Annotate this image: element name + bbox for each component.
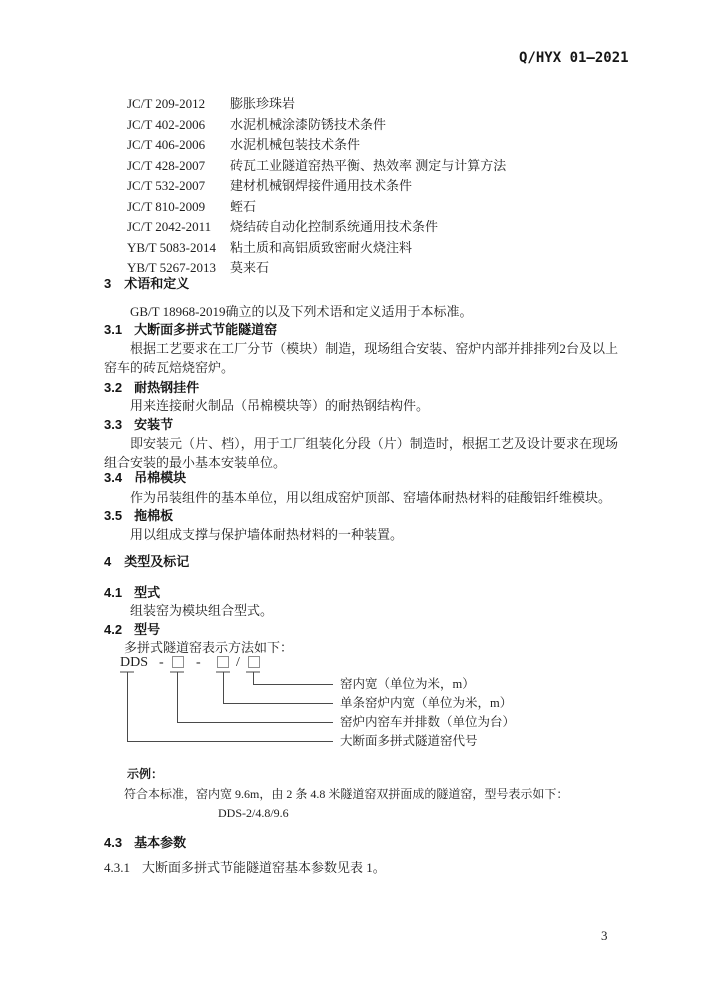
section-number: 3 (104, 276, 112, 291)
term-number: 3.1 (104, 322, 123, 337)
model-diagram-connector-lines (115, 668, 355, 750)
term-3-5-heading (104, 508, 173, 524)
term-title: 拖棉板 (134, 508, 174, 523)
section-number: 4 (104, 554, 112, 569)
model-separator: - (159, 655, 164, 670)
reference-code: JC/T 209-2012 (127, 96, 206, 111)
reference-row (127, 94, 506, 115)
subsection-title: 型式 (134, 585, 161, 600)
subsection-4-1-body: 组装窑为模块组合型式。 (130, 603, 274, 618)
term-number: 3.5 (104, 508, 123, 523)
header-doc-code: Q/HYX 01—2021 (519, 50, 629, 66)
subsection-number: 4.1 (104, 585, 123, 600)
reference-title: 水泥机械包装技术条件 (230, 137, 361, 152)
reference-title: 烧结砖自动化控制系统通用技术条件 (230, 219, 439, 234)
reference-code: YB/T 5267-2013 (127, 260, 216, 275)
reference-title: 莫来石 (230, 260, 270, 275)
reference-row (127, 197, 506, 218)
term-3-4-heading (104, 470, 186, 486)
subsection-number: 4.2 (104, 622, 123, 637)
term-3-2-heading (104, 380, 199, 396)
reference-title: 砖瓦工业隧道窑热平衡、热效率 测定与计算方法 (230, 157, 507, 173)
diagram-label-parallel-car-count: 窑炉内窑车并排数（单位为台） (340, 715, 516, 729)
section-4-heading (104, 554, 189, 570)
diagram-label-single-kiln-inner-width: 单条窑炉内宽（单位为米，m） (340, 696, 513, 710)
example-model-code: DDS-2/4.8/9.6 (218, 806, 289, 820)
subsection-4-2-body: 多拼式隧道窑表示方法如下： (124, 640, 294, 655)
term-3-2-definition: 用来连接耐火制品（吊棉模块等）的耐热钢结构件。 (130, 398, 430, 413)
section-title: 术语和定义 (124, 276, 190, 291)
reference-row (127, 176, 506, 197)
reference-row (127, 217, 506, 238)
term-3-1-heading (104, 322, 277, 338)
diagram-label-kiln-code: 大断面多拼式隧道窑代号 (340, 734, 478, 748)
subsection-4-3-heading (104, 835, 186, 851)
example-label: 示例： (127, 767, 164, 781)
reference-code: JC/T 428-2007 (127, 157, 206, 173)
reference-title: 膨胀珍珠岩 (230, 96, 296, 111)
subsection-title: 型号 (134, 622, 161, 637)
model-placeholder-box (172, 656, 184, 668)
term-3-1-definition: 根据工艺要求在工厂分节（模块）制造，现场组合安装、窑炉内部并排排列2台及以上窑车的砖瓦焙烧窑炉。 (104, 341, 618, 375)
subsection-4-2-heading (104, 622, 160, 638)
term-number: 3.4 (104, 470, 123, 485)
term-3-3-definition: 即安装元（片、档），用于工厂组装化分段（片）制造时，根据工艺及设计要求在现场组合安装的最小基本安装单位。 (104, 436, 618, 470)
reference-row (127, 135, 506, 156)
page-number: 3 (601, 928, 608, 943)
model-placeholder-box (217, 656, 229, 668)
reference-title: 建材机械钢焊接件通用技术条件 (230, 178, 413, 193)
reference-code: JC/T 2042-2011 (127, 219, 212, 234)
terms-intro: GB/T 18968-2019确立的以及下列术语和定义适用于本标准。 (130, 304, 473, 319)
section-title: 类型及标记 (124, 554, 190, 569)
reference-title: 粘土质和高铝质致密耐火烧注料 (230, 239, 413, 255)
model-placeholder-box (248, 656, 260, 668)
reference-code: YB/T 5083-2014 (127, 239, 216, 255)
term-title: 耐热钢挂件 (134, 380, 200, 395)
term-3-4-definition: 作为吊装组件的基本单位，用以组成窑炉顶部、窑墙体耐热材料的硅酸铝纤维模块。 (130, 490, 612, 505)
term-title: 吊棉模块 (134, 470, 187, 485)
subsection-title: 基本参数 (134, 835, 187, 850)
reference-title: 水泥机械涂漆防锈技术条件 (230, 116, 387, 132)
example-text: 符合本标准，窑内宽 9.6m，由 2 条 4.8 米隧道窑双拼面成的隧道窑，型号表示如下： (124, 787, 569, 801)
term-number: 3.3 (104, 417, 123, 432)
references-list (127, 94, 506, 279)
diagram-label-kiln-inner-width: 窑内宽（单位为米，m） (340, 677, 475, 691)
reference-code: JC/T 532-2007 (127, 178, 206, 193)
term-3-5-definition: 用以组成支撑与保护墙体耐热材料的一种装置。 (130, 527, 404, 542)
reference-row (127, 115, 506, 136)
model-separator: / (236, 655, 240, 670)
reference-row (127, 156, 506, 177)
clause-text: 大断面多拼式节能隧道窑基本参数见表 1。 (142, 860, 386, 875)
term-number: 3.2 (104, 380, 123, 395)
term-title: 大断面多拼式节能隧道窑 (134, 322, 278, 337)
clause-number: 4.3.1 (104, 860, 130, 875)
reference-code: JC/T 406-2006 (127, 137, 206, 152)
subsection-4-1-heading (104, 585, 160, 601)
model-prefix: DDS (120, 655, 149, 670)
reference-code: JC/T 810-2009 (127, 198, 206, 214)
clause-4-3-1 (104, 860, 386, 876)
reference-row (127, 238, 506, 259)
term-title: 安装节 (134, 417, 174, 432)
section-3-heading (104, 276, 189, 292)
reference-code: JC/T 402-2006 (127, 116, 206, 132)
reference-title: 蛭石 (230, 198, 257, 214)
model-separator: - (196, 655, 201, 670)
term-3-3-heading (104, 417, 173, 433)
subsection-number: 4.3 (104, 835, 123, 850)
